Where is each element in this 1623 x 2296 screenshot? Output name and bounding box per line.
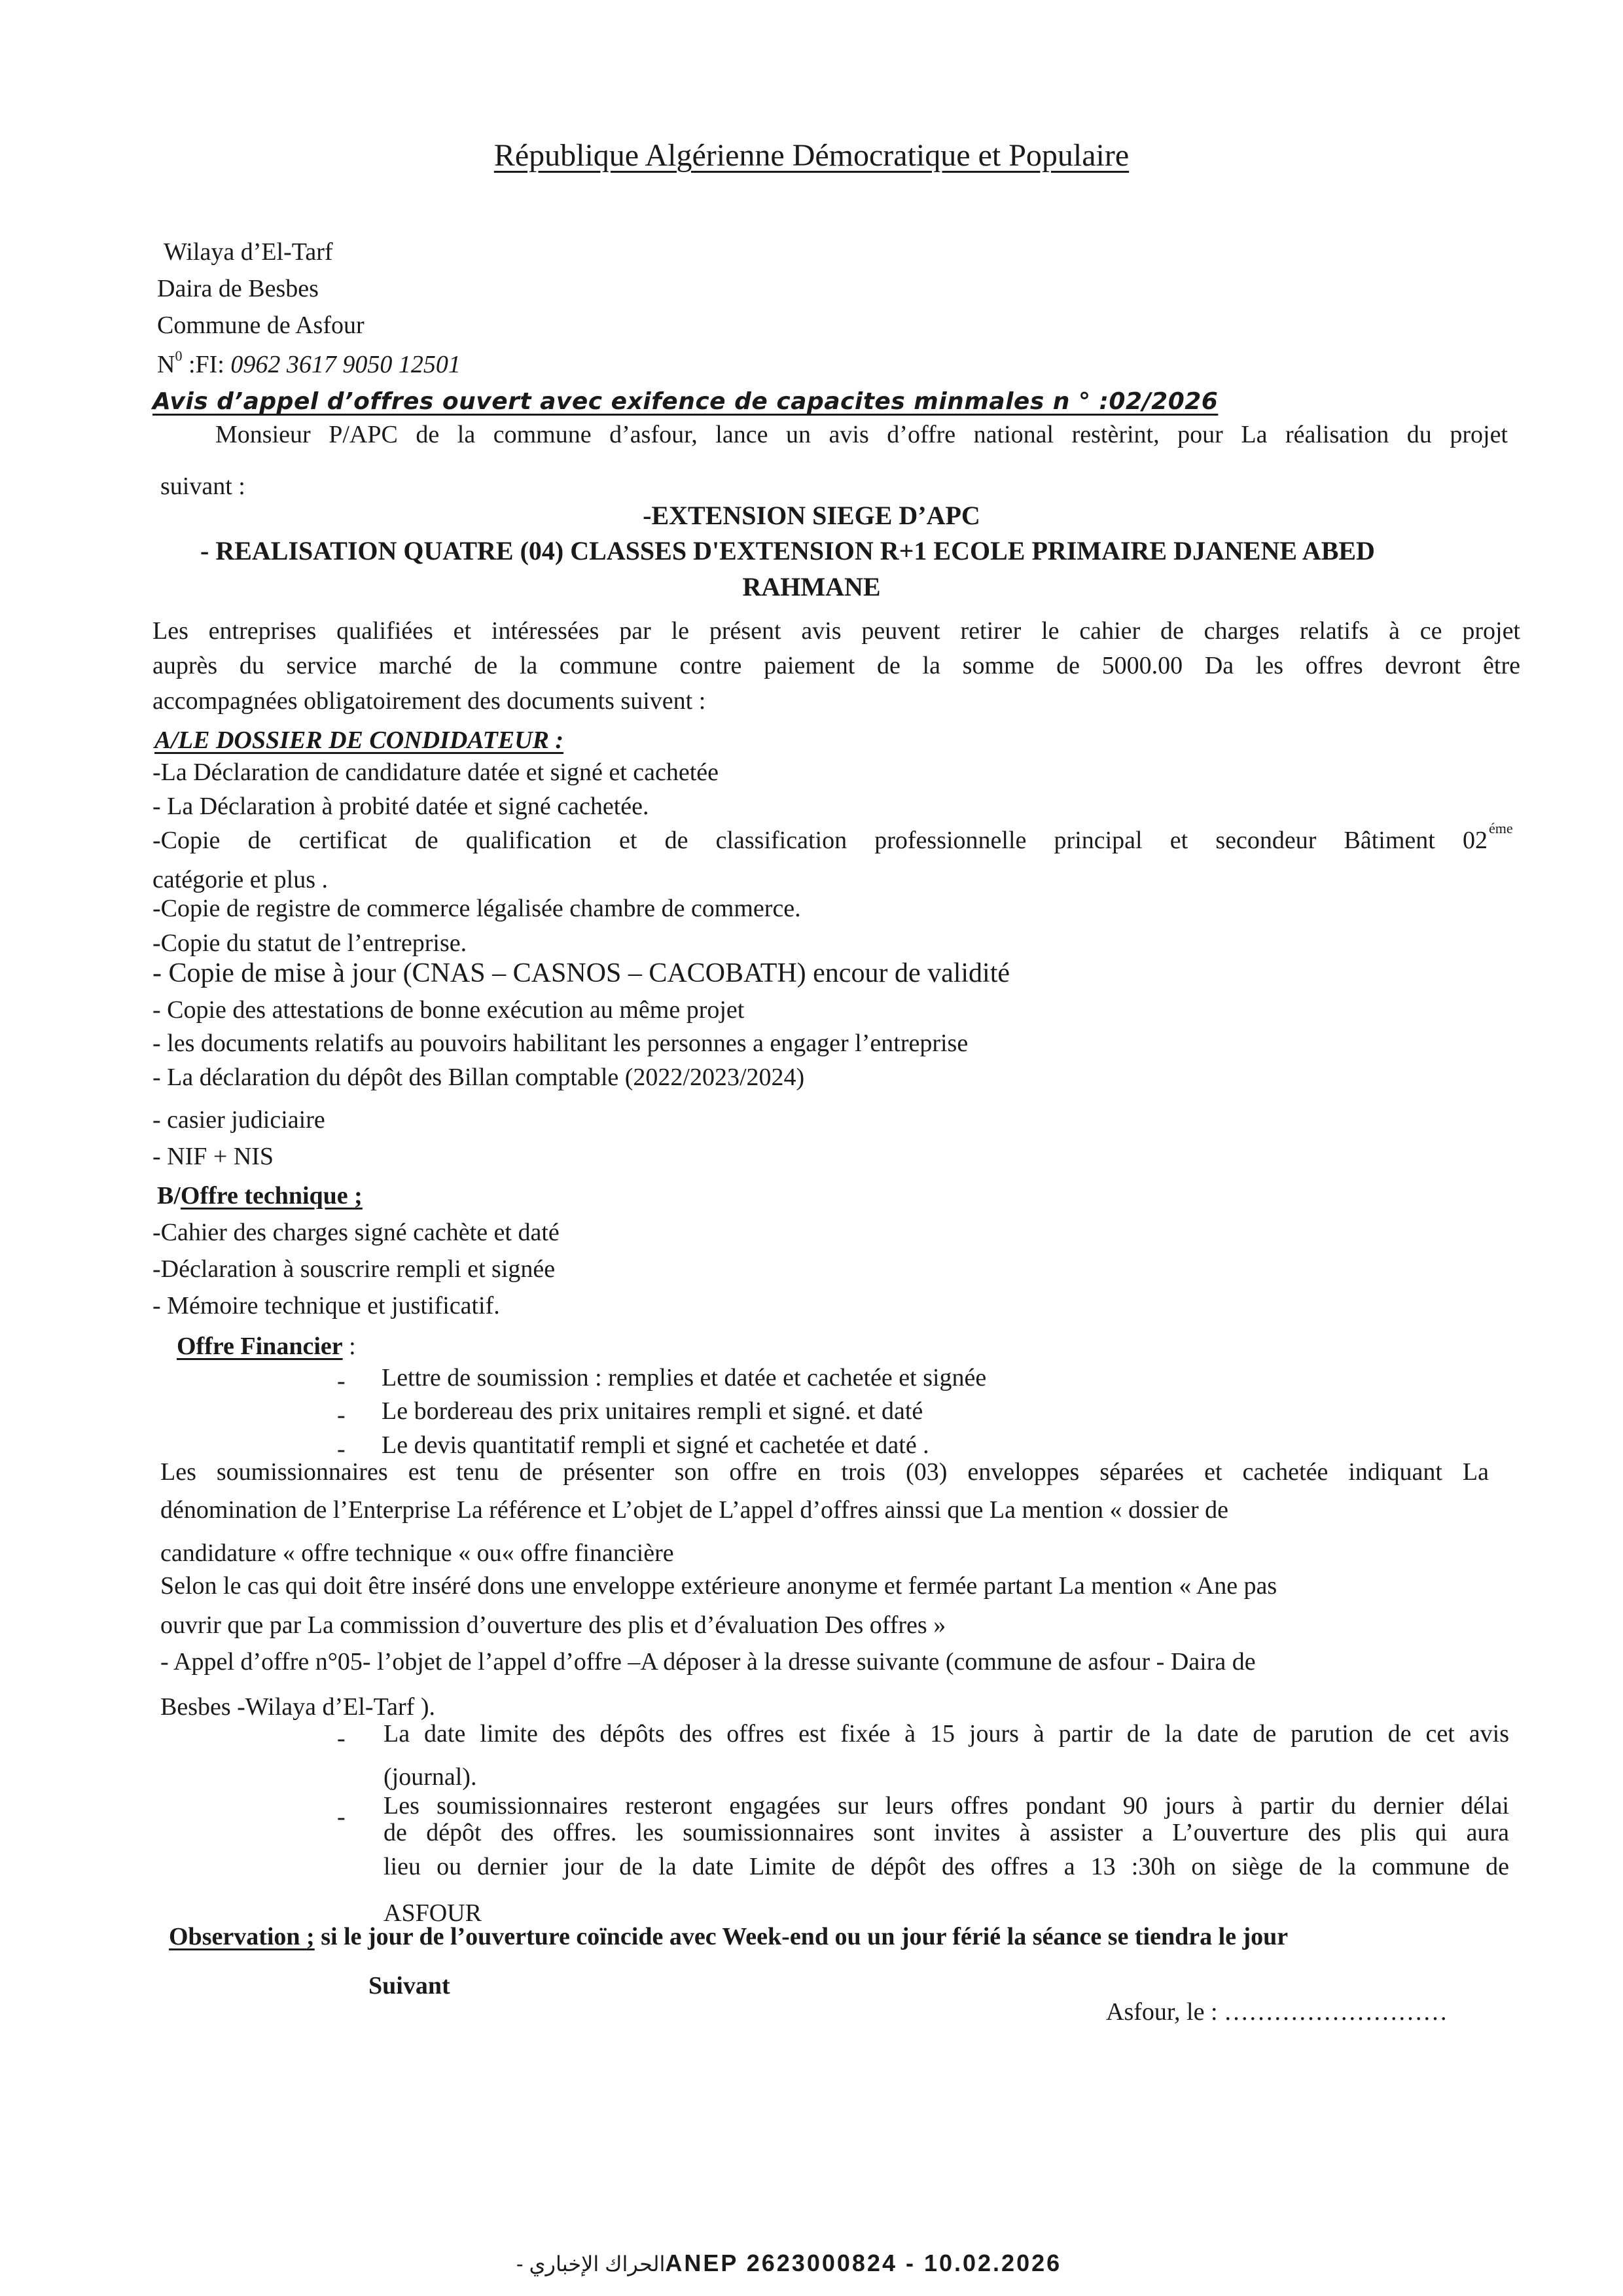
section-a-item: - Copie de mise à jour (CNAS – CASNOS – CACOBATH) encour de validité — [152, 958, 1010, 988]
validity-line: Les soumissionnaires resteront engagées sur leurs offres pondant 90 jours à partir du dernier délai — [383, 1792, 1509, 1820]
section-c-item: Le devis quantitatif rempli et signé et cachetée et daté . — [382, 1431, 929, 1459]
deadline-line: La date limite des dépôts des offres est fixée à 15 jours à partir de la date de parution de cet avis — [383, 1720, 1509, 1748]
certificate-superscript: éme — [1489, 820, 1513, 836]
submission-line: - Appel d’offre n°05- l’objet de l’appel d’offre –A déposer à la dresse suivante (commune de asfour - Daira de — [160, 1648, 1256, 1676]
project-1: -EXTENSION SIEGE D’APC — [643, 501, 980, 530]
document-title: République Algérienne Démocratique et Populaire — [493, 138, 1130, 173]
submission-line: Les soumissionnaires est tenu de présenter son offre en trois (03) enveloppes séparées et cachetée indiquant La — [160, 1458, 1489, 1486]
footer-publication: الحراك الإخباري - — [510, 2252, 666, 2276]
section-b-prefix: B/ — [157, 1182, 181, 1210]
nif-sup: 0 — [175, 348, 183, 364]
observation-text: si le jour de l’ouverture coïncide avec Week-end ou un jour férié la séance se tiendra le jour — [314, 1923, 1289, 1950]
wilaya-line: Wilaya d’El-Tarf — [164, 238, 333, 266]
section-c-heading-line — [177, 1334, 356, 1359]
para1-line-1: Les entreprises qualifiées et intéressées par le présent avis peuvent retirer le cahier de charges relatifs à ce projet — [152, 617, 1520, 645]
section-a-item: -Copie de registre de commerce légalisée chambre de commerce. — [152, 895, 801, 922]
dash-bullet-icon: - — [337, 1367, 346, 1395]
commune-line: Commune de Asfour — [157, 312, 365, 339]
section-a-item: - NIF + NIS — [152, 1143, 274, 1170]
section-a-item: - les documents relatifs au pouvoirs habilitant les personnes a engager l’entreprise — [152, 1030, 969, 1057]
submission-line: ouvrir que par La commission d’ouverture des plis et d’évaluation Des offres » — [160, 1611, 946, 1639]
section-a-item-certificate — [152, 820, 1513, 854]
section-c-item: Lettre de soumission : remplies et datée et cachetée et signée — [382, 1364, 987, 1391]
submission-line: Selon le cas qui doit être inséré dons une enveloppe extérieure anonyme et fermée partant La mention « Ane pas — [160, 1572, 1277, 1600]
section-a-item: - La Déclaration à probité datée et signé cachetée. — [152, 793, 649, 820]
section-b-heading-line — [157, 1183, 363, 1208]
dash-bullet-icon: - — [337, 1401, 346, 1429]
project-2-line-2: RAHMANE — [742, 572, 881, 601]
section-a-item: -Copie du statut de l’entreprise. — [152, 929, 467, 957]
observation-line-2: Suivant — [368, 1972, 450, 2000]
project-2-line-1: - REALISATION QUATRE (04) CLASSES D'EXTENSION R+1 ECOLE PRIMAIRE DJANENE ABED — [200, 536, 1375, 565]
section-c-heading-suffix: : — [342, 1333, 356, 1360]
section-a-item: - casier judiciaire — [152, 1106, 325, 1134]
signature-place-date: Asfour, le : ……………………… — [1106, 1998, 1448, 2026]
footer-line — [510, 2251, 1061, 2275]
daira-line: Daira de Besbes — [157, 275, 319, 302]
validity-line: lieu ou dernier jour de la date Limite de dépôt des offres a 13 :30h on siège de la commune de — [383, 1853, 1509, 1880]
nif-prefix: :FI: — [182, 351, 231, 378]
section-a-item: - La déclaration du dépôt des Billan comptable (2022/2023/2024) — [152, 1064, 805, 1091]
nif-line — [157, 349, 461, 377]
section-a-heading: A/LE DOSSIER DE CONDIDATEUR : — [154, 726, 564, 754]
intro-line-1: Monsieur P/APC de la commune d’asfour, lance un avis d’offre national restèrint, pour La réalisation du projet — [215, 421, 1508, 448]
validity-line: ASFOUR — [383, 1899, 482, 1927]
notice-heading: Avis d’appel d’offres ouvert avec exifence de capacites minmales n ° :02/2026 — [152, 388, 1219, 415]
para1-line-2: auprès du service marché de la commune contre paiement de la somme de 5000.00 Da les offres devront être — [152, 652, 1520, 679]
section-b-heading: Offre technique ; — [180, 1182, 363, 1210]
section-b-item: -Cahier des charges signé cachète et daté — [152, 1219, 560, 1246]
certificate-text: -Copie de certificat de qualification et de classification professionnelle principal et secondeur Bâtiment 02 — [152, 827, 1488, 854]
section-b-item: - Mémoire technique et justificatif. — [152, 1292, 500, 1319]
observation-label: Observation ; — [169, 1923, 315, 1950]
nif-label: N — [157, 351, 175, 378]
section-c-heading: Offre Financier — [177, 1333, 343, 1360]
dash-bullet-icon: - — [337, 1803, 346, 1831]
dash-bullet-icon: - — [337, 1435, 346, 1463]
validity-line: de dépôt des offres. les soumissionnaires sont invites à assister a L’ouverture des plis qui aura — [383, 1819, 1509, 1846]
section-c-item: Le bordereau des prix unitaires rempli et signé. et daté — [382, 1397, 923, 1425]
section-a-item: catégorie et plus . — [152, 866, 329, 893]
section-b-item: -Déclaration à souscrire rempli et signée — [152, 1255, 556, 1283]
dash-bullet-icon: - — [337, 1725, 346, 1752]
submission-line: dénomination de l’Enterprise La référence et L’objet de L’appel d’offres ainssi que La mention « dossier de — [160, 1496, 1229, 1524]
nif-value: 0962 3617 9050 12501 — [230, 351, 461, 378]
observation-line — [169, 1924, 1288, 1949]
submission-line: candidature « offre technique « ou« offre financière — [160, 1539, 674, 1567]
submission-line: Besbes -Wilaya d’El-Tarf ). — [160, 1693, 435, 1721]
intro-line-2: suivant : — [160, 473, 245, 500]
footer-reference: ANEP 2623000824 - 10.02.2026 — [665, 2250, 1062, 2276]
para1-line-3: accompagnées obligatoirement des documents suivent : — [152, 687, 706, 715]
deadline-line: (journal). — [383, 1763, 477, 1791]
section-a-item: -La Déclaration de candidature datée et signé et cachetée — [152, 759, 719, 786]
section-a-item: - Copie des attestations de bonne exécution au même projet — [152, 996, 745, 1024]
